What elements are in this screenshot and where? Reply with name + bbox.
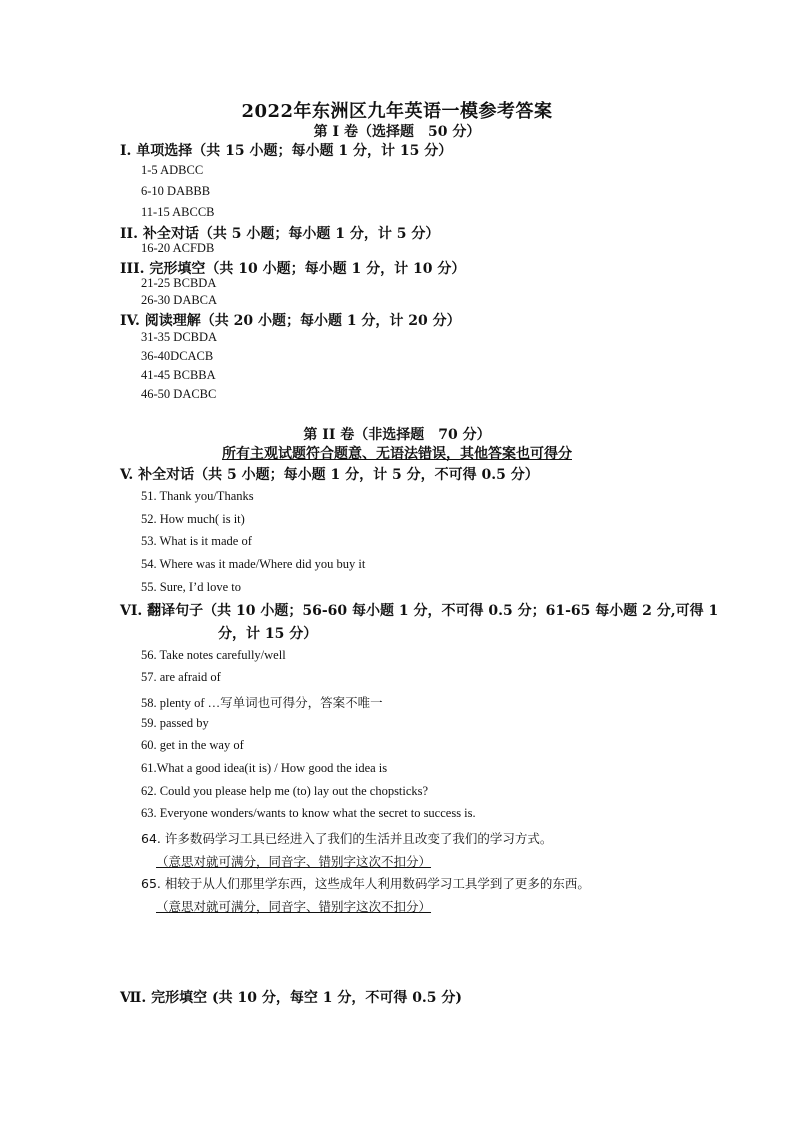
answer-line: 31-35 DCBDA: [141, 330, 218, 344]
answer-line: 56. Take notes carefully/well: [141, 648, 286, 662]
answer-line: 55. Sure, I’d love to: [141, 580, 241, 594]
page-title: 2022年东洲区九年英语一模参考答案: [241, 101, 553, 122]
answer-line: 64. 许多数码学习工具已经进入了我们的生活并且改变了我们的学习方式。: [141, 831, 553, 846]
answer-line: 60. get in the way of: [141, 738, 244, 752]
answer-line: 58. plenty of …写单词也可得分，答案不唯一: [141, 696, 383, 710]
answer-line: 52. How much( is it): [141, 512, 245, 526]
part2-header: 第 II 卷（非选择题 70 分）: [303, 427, 491, 443]
answer-line: 54. Where was it made/Where did you buy it: [141, 557, 366, 571]
answer-line: 59. passed by: [141, 716, 209, 730]
answer-line: 53. What is it made of: [141, 534, 252, 548]
answer-line: 63. Everyone wonders/wants to know what the secret to success is.: [141, 806, 476, 820]
section-6-heading: VI. 翻译句子（共 10 小题；56-60 每小题 1 分，不可得 0.5 分；61-65 每小题 2 分,可得 1: [120, 603, 719, 619]
answer-line: 36-40DCACB: [141, 349, 214, 363]
grading-note: （意思对就可满分，同音字、错别字这次不扣分）: [156, 854, 432, 869]
answer-line: 11-15 ABCCB: [141, 205, 215, 219]
answer-line: 16-20 ACFDB: [141, 241, 215, 255]
answer-line: 51. Thank you/Thanks: [141, 489, 254, 503]
answer-line: 26-30 DABCA: [141, 293, 218, 307]
section-4-heading: IV. 阅读理解（共 20 小题；每小题 1 分，计 20 分）: [120, 313, 461, 329]
answer-line: 41-45 BCBBA: [141, 368, 216, 382]
answer-line: 65. 相较于从人们那里学东西，这些成年人利用数码学习工具学到了更多的东西。: [141, 876, 590, 891]
answer-line: 1-5 ADBCC: [141, 163, 204, 177]
section-5-heading: V. 补全对话（共 5 小题；每小题 1 分，计 5 分，不可得 0.5 分）: [120, 467, 539, 483]
answer-line: 6-10 DABBB: [141, 184, 211, 198]
part1-header: 第 I 卷（选择题 50 分）: [313, 124, 481, 140]
answer-line: 61.What a good idea(it is) / How good the idea is: [141, 761, 388, 775]
part2-notice: 所有主观试题符合题意、无语法错误，其他答案也可得分: [222, 446, 572, 462]
section-2-heading: II. 补全对话（共 5 小题；每小题 1 分，计 5 分）: [120, 226, 440, 242]
answer-line: 21-25 BCBDA: [141, 276, 217, 290]
section-3-heading: III. 完形填空（共 10 小题；每小题 1 分，计 10 分）: [120, 261, 466, 277]
answer-line: 57. are afraid of: [141, 670, 221, 684]
section-1-heading: I. 单项选择（共 15 小题；每小题 1 分，计 15 分）: [120, 143, 453, 159]
section-7-heading: Ⅶ. 完形填空 (共 10 分，每空 1 分，不可得 0.5 分): [120, 990, 463, 1006]
section-6-heading-cont: 分，计 15 分）: [218, 626, 318, 642]
grading-note: （意思对就可满分，同音字、错别字这次不扣分）: [156, 899, 432, 914]
answer-line: 62. Could you please help me (to) lay out the chopsticks?: [141, 784, 429, 798]
answer-line: 46-50 DACBC: [141, 387, 217, 401]
